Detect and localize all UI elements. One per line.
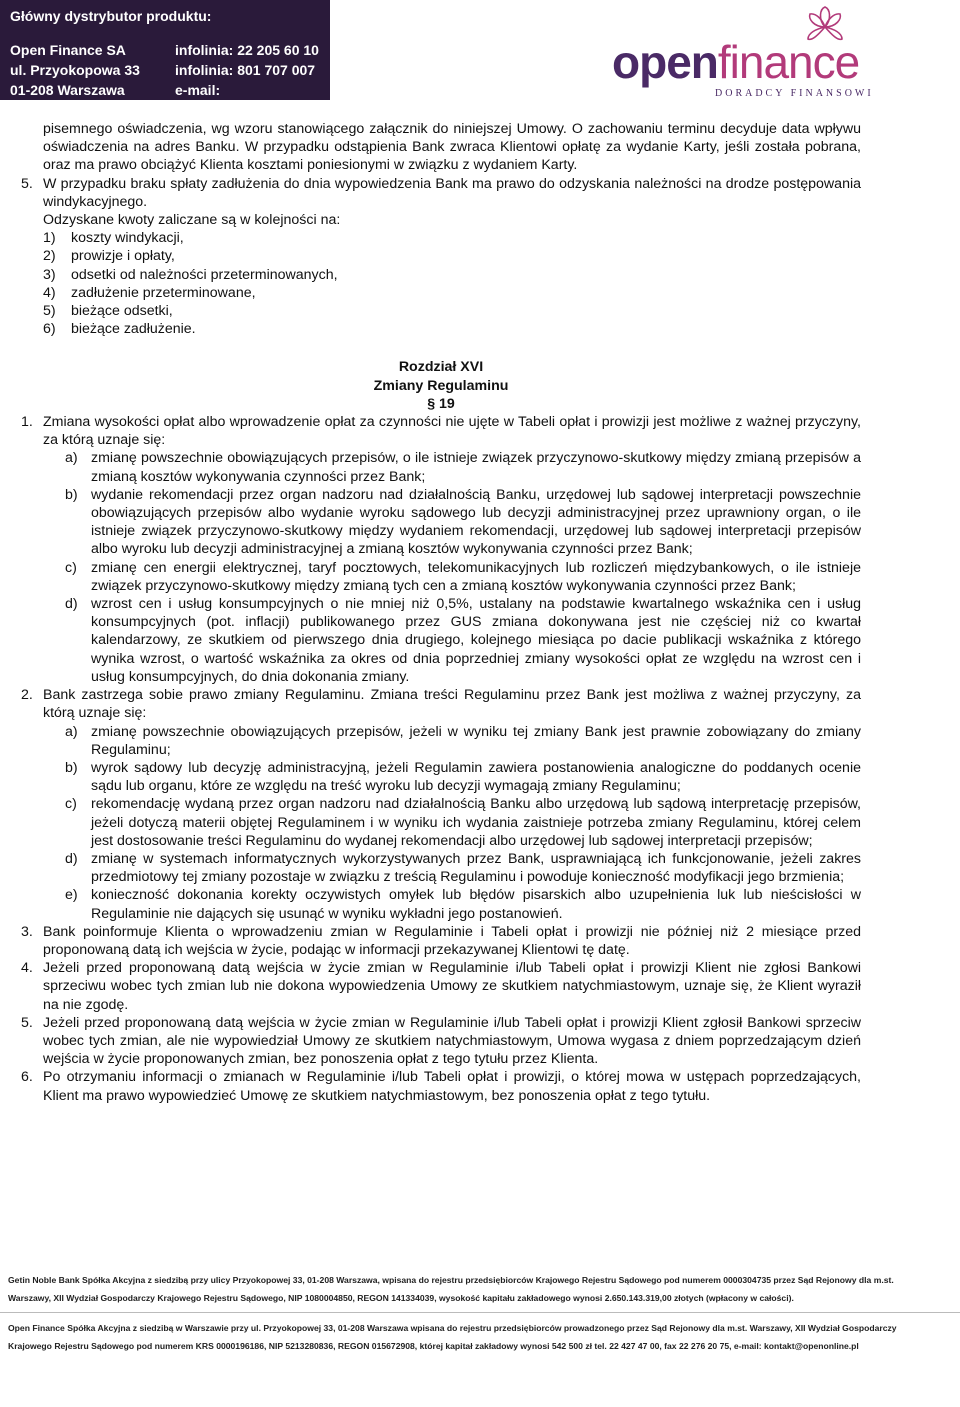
section-2 [21, 686, 861, 722]
section-2-number: 2. [21, 687, 33, 704]
distributor-footer [8, 1321, 958, 1353]
section-4-number: 4. [21, 960, 33, 977]
bank-footer [8, 1273, 958, 1305]
list-item: d) wzrost cen i usług konsumpcyjnych o nie mniej niż 0,5%, ustalany na podstawie kwartalnego wskaźnika cen i usług konsumpcyjnych (pot. inflacji) publikowanego przez GUS zmiana dokonywana jest nie częściej niż co kwartał kalendarzowy, ze skutkiem od pierwszego dnia drugiego, kolejnego miesiąca po dacie publikacji wskaźnika z którego wynika wzrost, o wartość wskaźnika za okres od dnia poprzedniej zmiany wysokości opłat ze względu na wzrost cen i usług konsumpcyjnych, do dnia dokonania zmiany. [65, 596, 861, 685]
page-header [0, 0, 960, 114]
footer-divider [0, 1312, 960, 1313]
list-item: 6) bieżące zadłużenie. [43, 321, 196, 338]
section-6-text: Po otrzymaniu informacji o zmianach w Regulaminie i/lub Tabeli opłat i prowizji, o której mowa w ustępach poprzedzających, Klient ma prawo wypowiedzieć Umowę ze skutkiem natychmiastowym, bez ponoszenia opłat z tego tytułu. [43, 1069, 861, 1104]
list-item: 3) odsetki od należności przeterminowanych, [43, 266, 338, 283]
section-6-number: 6. [21, 1069, 33, 1086]
paragraph-5-text: W przypadku braku spłaty zadłużenia do dnia wypowiedzenia Bank ma prawo do odzyskania należności na drodze postępowania windykacyjnego. [43, 175, 861, 210]
list-item: a) zmianę powszechnie obowiązujących przepisów, jeżeli w wyniku tej zmiany Bank jest prawnie zobowiązany do zmiany Regulaminu; [65, 723, 861, 758]
section-1-number: 1. [21, 414, 33, 431]
distributor-footer-line-2: Krajowego Rejestru Sądowego pod numerem KRS 0000196186, NIP 5213280836, REGON 015672908, której kapitał zakładowy wynosi 542 500 zł tel. 22 427 47 00, fax 22 276 20 75, e-mail: kontakt@openonline.pl [8, 1341, 859, 1351]
section-5-text: Jeżeli przed proponowaną datą wejścia w życie zmian w Regulaminie i/lub Tabeli opłat i prowizji Klient zgłosił Bankowi sprzeciw wobec tych zmian, ale nie wypowiedział Umowy ze skutkiem natychmiastowym, Umowa wygasa z dniem poprzedzającym dzień wejścia w życie proponowanych zmian, bez ponoszenia opłat z tego tytułu przez Klienta. [43, 1014, 861, 1068]
section-heading: § 19 [427, 395, 455, 412]
distributor-label: Główny dystrybutor produktu: [10, 8, 212, 24]
section-1-items [21, 449, 861, 686]
section-1 [21, 413, 861, 449]
distributor-footer-line-1: Open Finance Spółka Akcyjna z siedzibą w Warszawie przy ul. Przyokopowej 33, 01-208 Warszawa wpisana do rejestru przedsiębiorców prowadzonego przez Sąd Rejonowy dla m.st. Warszawy, XII Wydział Gospodarczy [8, 1323, 897, 1333]
distributor-box [0, 0, 330, 114]
section-2-items [21, 723, 861, 923]
section-5 [21, 1014, 861, 1069]
list-item: 5) bieżące odsetki, [43, 303, 173, 320]
list-item: a) zmianę powszechnie obowiązujących przepisów, o ile istnieje związek przyczynowo-skutkowy między zmianą przepisów a zmianą kosztów wykonywania czynności przez Bank; [65, 450, 861, 485]
logo-tagline: DORADCY FINANSOWI [715, 88, 874, 99]
chapter-heading: Rozdział XVI [398, 359, 484, 376]
logo-word-open: open [612, 36, 718, 88]
bank-footer-line-2: Warszawy, XII Wydział Gospodarczy Krajowego Rejestru Sądowego, NIP 1080004850, REGON 141334039, wysokość kapitału zakładowego wynosi 2.650.143.319,00 złotych (wpłacony w całości). [8, 1293, 794, 1303]
list-item: 4) zadłużenie przeterminowane, [43, 284, 256, 301]
paragraph-5-continuation: Odzyskane kwoty zaliczane są w kolejności na: [43, 212, 341, 229]
list-item: e) konieczność dokonania korekty oczywistych omyłek lub błędów pisarskich albo uzupełnienia luk lub nieścisłości w Regulaminie nie dających się usunąć w wyniku wykładni jego postanowień. [65, 887, 861, 922]
section-3-number: 3. [21, 923, 33, 940]
logo-word-finance: finance [717, 36, 860, 88]
section-5-number: 5. [21, 1014, 33, 1031]
bank-footer-line-1: Getin Noble Bank Spółka Akcyjna z siedzibą przy ulicy Przyokopowej 33, 01-208 Warszawa, wpisana do rejestru przedsiębiorców Krajowego Rejestru Sądowego pod numerem 0000304735 przez Sąd Rejonowy dla m.st. [8, 1275, 894, 1285]
contact-email: e-mail: kontakt@openonline.pl [175, 82, 330, 114]
chapter-title: Zmiany Regulaminu [373, 377, 509, 394]
intro-paragraph: pisemnego oświadczenia, wg wzoru stanowiącego załącznik do niniejszej Umowy. O zachowaniu terminu decyduje data wpływu oświadczenia na adres Banku. W przypadku odstąpienia Bank zwraca Klientowi opłatę za wydanie Karty, jeśli została pobrana, oraz ma prawo obciążyć Klienta kosztami poniesionymi w związku z wydaniem Karty. [43, 121, 861, 174]
list-item: 1) koszty windykacji, [43, 230, 184, 247]
hotline-1: infolinia: 22 205 60 10 [175, 42, 319, 58]
list-item: 2) prowizje i opłaty, [43, 248, 175, 265]
section-2-text: Bank zastrzega sobie prawo zmiany Regulaminu. Zmiana treści Regulaminu przez Bank jest możliwa z ważnej przyczyny, za którą uznaje się: [43, 687, 861, 722]
company-street: ul. Przyokopowa 33 [10, 62, 140, 78]
section-1-text: Zmiana wysokości opłat albo wprowadzenie opłat za czynności nie ujęte w Tabeli opłat i prowizji jest możliwe z ważnej przyczyny, za którą uznaje się: [43, 414, 861, 449]
list-item: b) wyrok sądowy lub decyzję administracyjną, jeżeli Regulamin zawiera postanowienia analogiczne do poddanych ocenie sądu lub organu, które ze względu na treść wyroku lub decyzji wymagają zmiany Regulaminu; [65, 759, 861, 795]
open-finance-logo [610, 5, 880, 100]
paragraph-5 [21, 175, 861, 211]
section-3 [21, 923, 861, 959]
section-4-text: Jeżeli przed proponowaną datą wejścia w życie zmian w Regulaminie i/lub Tabeli opłat i prowizji Klient nie zgłosi Bankowi sprzeciwu wobec tych zmian lub nie dokona wypowiedzenia Umowy ze skutkiem natychmiastowym, uznaje się, że Klient wyraził na nie zgodę. [43, 960, 861, 1013]
company-city: 01-208 Warszawa [10, 82, 125, 98]
list-item: c) rekomendację wydaną przez organ nadzoru nad działalnością Banku albo urzędową lub sądową interpretację przepisów, jeżeli dotyczą materii objętej Regulaminem i w wyniku ich wydania zaistnieje potrzeba zmiany Regulaminu, której celem jest dostosowanie treści Regulaminu do wydanej rekomendacji albo urzędowej lub sądowej interpretacji przepisów; [65, 796, 861, 849]
section-6 [21, 1068, 861, 1104]
logo-wordmark [612, 35, 859, 89]
list-item: b) wydanie rekomendacji przez organ nadzoru nad działalnością Banku, urzędowej lub sądowej interpretacji powszechnie obowiązujących przepisów albo wydanie wyroku sądowego lub decyzji administracyjnej przez uprawniony organ, o ile istnieje związek przyczynowo-skutkowy między wydaniem rekomendacji, urzędowej lub sądowej interpretacji przepisów albo wyroku lub decyzji administracyjnej a zmianą kosztów wykonywania czynności przez Bank; [65, 486, 861, 558]
section-3-text: Bank poinformuje Klienta o wprowadzeniu zmian w Regulaminie i Tabeli opłat i prowizji nie później niż 2 miesiące przed proponowaną datą ich wejścia w życie, podając w informacji przekazywanej Klientowi tę datę. [43, 923, 861, 958]
hotline-2: infolinia: 801 707 007 [175, 62, 316, 78]
document-body [21, 120, 861, 1105]
company-name: Open Finance SA [10, 42, 126, 58]
list-item: c) zmianę cen energii elektrycznej, taryf pocztowych, telekomunikacyjnych lub rozliczeń międzybankowych, o ile istnieje związek przyczynowo-skutkowy między zmianą tych cen a zmianą kosztów wykonywania czynności przez Bank; [65, 559, 861, 594]
list-item: d) zmianę w systemach informatycznych wykorzystywanych przez Bank, usprawniającą ich funkcjonowanie, jeżeli zakres przedmiotowy tej zmiany pozostaje w związku z treścią Regulaminu i powoduje konieczność modyfikacji jego brzmienia; [65, 850, 861, 886]
paragraph-5-number: 5. [21, 175, 33, 192]
recovery-order-list [21, 229, 861, 338]
section-4 [21, 959, 861, 1014]
